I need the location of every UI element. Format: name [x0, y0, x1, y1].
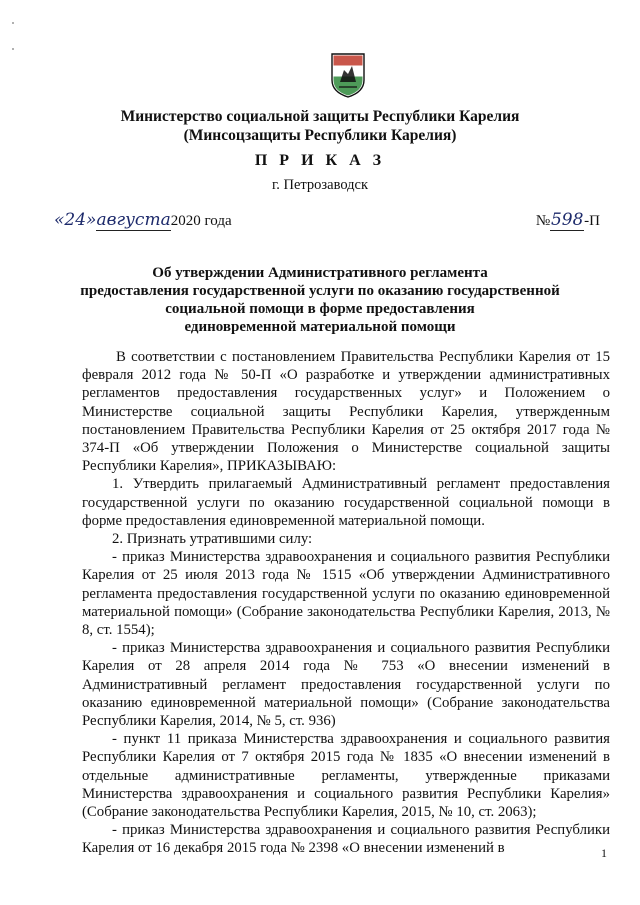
order-item-2: 2. Признать утратившими силу:: [112, 531, 313, 548]
title-line: Об утверждении Административного регламента: [152, 265, 488, 281]
order-item-1: 1. Утвердить прилагаемый Административный регламент предоставления государственной услуги по оказанию государственной социальной помощи в форме предоставления единовременной материальной помощи.: [82, 476, 610, 529]
scan-speck: [12, 22, 14, 24]
order-heading: П Р И К А З: [254, 152, 386, 169]
repealed-act-4: - приказ Министерства здравоохранения и социального развития Республики Карелия от 16 декабря 2015 года № 2398 «О внесении изменений в: [82, 822, 610, 857]
order-date: [54, 210, 232, 231]
order-number: [536, 210, 600, 231]
scan-speck: [12, 48, 14, 50]
repealed-act-3: - пункт 11 приказа Министерства здравоохранения и социального развития Республики Карелия от 7 октября 2015 года № 1835 «О внесении изменений в отдельные административные регламенты, утвержденные приказами Министерства здравоохранения и социального развития Республики Карелия» (Собрание законодательства Республики Карелия, 2015, № 10, ст. 2063);: [82, 731, 610, 821]
page-number: 1: [601, 846, 607, 860]
date-day: 24: [64, 210, 87, 230]
document-body: [82, 348, 610, 858]
date-year: 2020 года: [170, 213, 232, 229]
number-value: 598: [550, 210, 584, 230]
coat-of-arms-icon: [330, 52, 366, 98]
org-name-line: Министерство социальной защиты Республики Карелия: [120, 108, 520, 125]
repealed-act-1: - приказ Министерства здравоохранения и социального развития Республики Карелия от 25 июля 2013 года № 1515 «Об утверждении Административного регламента предоставления государственной услуги по оказанию единовременной материальной помощи» (Собрание законодательства Республики Карелия, 2013, № 8, ст. 1554);: [82, 549, 610, 639]
repealed-act-2: - приказ Министерства здравоохранения и социального развития Республики Карелия от 28 апреля 2014 года № 753 «О внесении изменений в Административный регламент предоставления государственной услуги по оказанию единовременной материальной помощи» (Собрание законодательства Республики Карелия, 2014, № 5, ст. 936): [82, 640, 610, 730]
date-close-quote: »: [86, 210, 97, 230]
date-month: августа: [96, 210, 171, 230]
title-line: единовременной материальной помощи: [184, 319, 456, 335]
org-short-name-line: (Минсоцзащиты Республики Карелия): [183, 127, 457, 144]
number-prefix: №: [535, 213, 551, 229]
date-open-quote: «: [54, 210, 65, 230]
city-label: г. Петрозаводск: [271, 177, 369, 193]
document-title: [0, 264, 640, 336]
preamble-paragraph: В соответствии с постановлением Правительства Республики Карелия от 15 февраля 2012 года № 50-П «О разработке и утверждении административных регламентов предоставления государственных услуг» и Положением о Министерстве социальной защиты Республики Карелия, утвержденным постановлением Правительства Республики Карелия от 25 октября 2017 года № 374-П «Об утверждении Положения о Министерстве социальной защиты Республики Карелия», ПРИКАЗЫВАЮ:: [82, 349, 610, 475]
title-line: предоставления государственной услуги по оказанию государственной: [80, 283, 560, 299]
number-suffix: -П: [584, 213, 600, 229]
organization-name: [0, 107, 640, 145]
title-line: социальной помощи в форме предоставления: [165, 301, 475, 317]
